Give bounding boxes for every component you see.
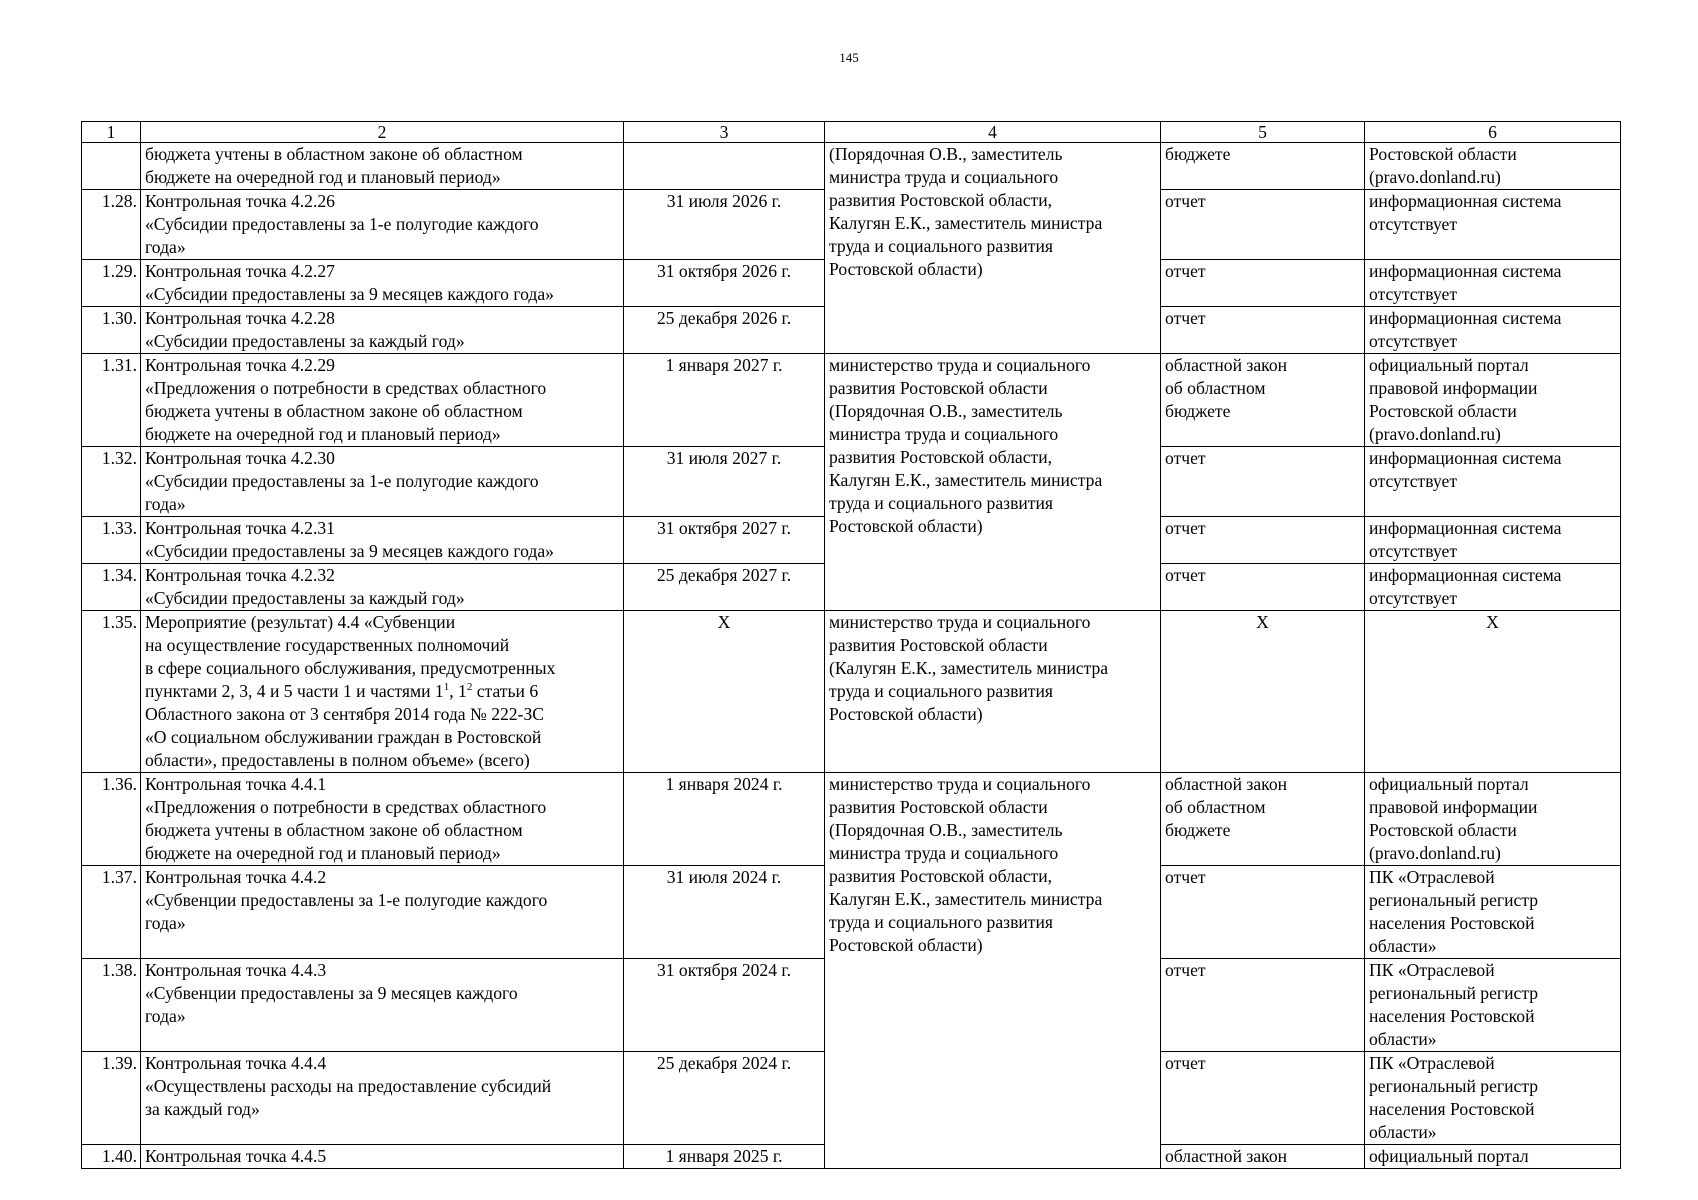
text-line: ПК «Отраслевой xyxy=(1369,960,1495,980)
deadline: 31 июля 2027 г. xyxy=(624,447,825,517)
superscript: 1 xyxy=(443,681,450,694)
text-line: об областном xyxy=(1165,797,1266,817)
text-line: Контрольная точка 4.4.3 xyxy=(145,960,327,980)
text-line: отсутствует xyxy=(1369,588,1458,608)
information-system xyxy=(1365,447,1621,517)
row-number: 1.39. xyxy=(82,1052,141,1145)
text-line: Калугян Е.К., заместитель министра xyxy=(829,213,1103,233)
text-line: года» xyxy=(145,494,186,514)
text-line: Контрольная точка 4.2.31 xyxy=(145,518,335,538)
document-type xyxy=(1161,959,1365,1052)
text-line: Калугян Е.К., заместитель министра xyxy=(829,470,1103,490)
text-line: (pravo.donland.ru) xyxy=(1369,843,1501,863)
column-number: 4 xyxy=(825,122,1161,143)
event-name xyxy=(141,1052,624,1145)
table-body xyxy=(82,122,1621,1169)
responsible xyxy=(825,354,1161,611)
text-line: «Предложения о потребности в средствах областного xyxy=(145,378,547,398)
text-line: официальный портал xyxy=(1369,355,1529,375)
row-number: 1.37. xyxy=(82,866,141,959)
text-line: официальный портал xyxy=(1369,774,1529,794)
information-system xyxy=(1365,517,1621,564)
information-system xyxy=(1365,959,1621,1052)
document-type xyxy=(1161,143,1365,190)
text-fragment: пунктами 2, 3, 4 и 5 части 1 и частями 1 xyxy=(145,681,444,701)
text-line: области» xyxy=(1369,1122,1437,1142)
text-line: Контрольная точка 4.2.30 xyxy=(145,448,335,468)
text-line: отчет xyxy=(1165,565,1206,585)
text-line: «Субсидии предоставлены за каждый год» xyxy=(145,588,465,608)
superscript: 2 xyxy=(466,681,473,694)
text-line: (pravo.donland.ru) xyxy=(1369,167,1501,187)
information-system xyxy=(1365,190,1621,260)
text-line: бюджета учтены в областном законе об областном xyxy=(145,401,523,421)
deadline: X xyxy=(624,611,825,773)
responsible xyxy=(825,143,1161,354)
text-line: области» xyxy=(1369,936,1437,956)
row-number: 1.35. xyxy=(82,611,141,773)
text-line: бюджете на очередной год и плановый период» xyxy=(145,424,501,444)
text-line: «Предложения о потребности в средствах областного xyxy=(145,797,547,817)
text-line: министерство труда и социального xyxy=(829,774,1091,794)
deadline: 31 октября 2024 г. xyxy=(624,959,825,1052)
text-line: отсутствует xyxy=(1369,214,1458,234)
responsible xyxy=(825,773,1161,1169)
event-name xyxy=(141,959,624,1052)
text-line: (Порядочная О.В., заместитель xyxy=(829,401,1063,421)
text-line: года» xyxy=(145,1006,186,1026)
event-name xyxy=(141,564,624,611)
text-line: министра труда и социального xyxy=(829,843,1059,863)
document-type xyxy=(1161,564,1365,611)
text-line: отсутствует xyxy=(1369,541,1458,561)
text-line: информационная система xyxy=(1369,308,1562,328)
deadline: 1 января 2027 г. xyxy=(624,354,825,447)
text-fragment: , 1 xyxy=(449,681,467,701)
event-name xyxy=(141,866,624,959)
document-type xyxy=(1161,354,1365,447)
column-number: 3 xyxy=(624,122,825,143)
text-line: правовой информации xyxy=(1369,378,1538,398)
text-line: года» xyxy=(145,237,186,257)
row-number: 1.32. xyxy=(82,447,141,517)
document-type xyxy=(1161,447,1365,517)
deadline: 25 декабря 2026 г. xyxy=(624,307,825,354)
text-line: региональный регистр xyxy=(1369,890,1539,910)
text-line: X xyxy=(1486,612,1499,632)
text-line: Ростовской области) xyxy=(829,516,983,536)
row-number xyxy=(82,143,141,190)
deadline: 25 декабря 2024 г. xyxy=(624,1052,825,1145)
event-name xyxy=(141,260,624,307)
text-line: развития Ростовской области xyxy=(829,378,1048,398)
event-name xyxy=(141,190,624,260)
text-line: региональный регистр xyxy=(1369,1076,1539,1096)
text-line: «Субвенции предоставлены за 9 месяцев каждого xyxy=(145,983,518,1003)
event-name xyxy=(141,773,624,866)
text-line: (Порядочная О.В., заместитель xyxy=(829,144,1063,164)
text-line: «Осуществлены расходы на предоставление субсидий xyxy=(145,1076,552,1096)
column-number: 1 xyxy=(82,122,141,143)
document-type xyxy=(1161,866,1365,959)
text-line: области», предоставлены в полном объеме» (всего) xyxy=(145,750,530,770)
row-number: 1.29. xyxy=(82,260,141,307)
information-system xyxy=(1365,1145,1621,1169)
text-line: «Субсидии предоставлены за 1-е полугодие каждого xyxy=(145,471,539,491)
column-number: 6 xyxy=(1365,122,1621,143)
text-line: труда и социального развития xyxy=(829,493,1053,513)
text-line: Контрольная точка 4.2.29 xyxy=(145,355,335,375)
text-line: министра труда и социального xyxy=(829,424,1059,444)
deadline: 31 июля 2026 г. xyxy=(624,190,825,260)
text-line: года» xyxy=(145,913,186,933)
text-line: отчет xyxy=(1165,867,1206,887)
row-number: 1.28. xyxy=(82,190,141,260)
information-system xyxy=(1365,260,1621,307)
text-line: отчет xyxy=(1165,518,1206,538)
text-line: информационная система xyxy=(1369,448,1562,468)
event-name xyxy=(141,517,624,564)
text-line: Ростовской области) xyxy=(829,259,983,279)
document-type xyxy=(1161,307,1365,354)
text-line: населения Ростовской xyxy=(1369,1006,1535,1026)
text-line: министра труда и социального xyxy=(829,167,1059,187)
row-number: 1.31. xyxy=(82,354,141,447)
text-line: областной закон xyxy=(1165,774,1288,794)
text-line: в сфере социального обслуживания, предусмотренных xyxy=(145,658,556,678)
information-system xyxy=(1365,773,1621,866)
information-system xyxy=(1365,143,1621,190)
text-line: Контрольная точка 4.2.27 xyxy=(145,261,335,281)
event-name xyxy=(141,354,624,447)
document-type xyxy=(1161,611,1365,773)
deadline: 1 января 2025 г. xyxy=(624,1145,825,1169)
text-line: (Калугян Е.К., заместитель министра xyxy=(829,658,1109,678)
text-line: Мероприятие (результат) 4.4 «Субвенции xyxy=(145,612,456,632)
row-number: 1.36. xyxy=(82,773,141,866)
text-line: развития Ростовской области, xyxy=(829,866,1053,886)
text-line: Ростовской области xyxy=(1369,144,1517,164)
text-line: об областном xyxy=(1165,378,1266,398)
text-line: министерство труда и социального xyxy=(829,612,1091,632)
text-line xyxy=(145,680,619,703)
text-line: «О социальном обслуживании граждан в Ростовской xyxy=(145,727,542,747)
row-number: 1.38. xyxy=(82,959,141,1052)
deadline: 1 января 2024 г. xyxy=(624,773,825,866)
column-number: 2 xyxy=(141,122,624,143)
event-name xyxy=(141,307,624,354)
text-line: (Порядочная О.В., заместитель xyxy=(829,820,1063,840)
deadline: 31 октября 2026 г. xyxy=(624,260,825,307)
text-line: Ростовской области) xyxy=(829,935,983,955)
row-number: 1.40. xyxy=(82,1145,141,1169)
document-type xyxy=(1161,1145,1365,1169)
information-system xyxy=(1365,1052,1621,1145)
row-number: 1.33. xyxy=(82,517,141,564)
text-line: официальный портал xyxy=(1369,1146,1529,1166)
text-line: «Субвенции предоставлены за 1-е полугодие каждого xyxy=(145,890,548,910)
document-type xyxy=(1161,517,1365,564)
text-line: населения Ростовской xyxy=(1369,913,1535,933)
text-line: развития Ростовской области xyxy=(829,635,1048,655)
text-line: отчет xyxy=(1165,448,1206,468)
row-number: 1.34. xyxy=(82,564,141,611)
text-line: труда и социального развития xyxy=(829,681,1053,701)
text-line: бюджете на очередной год и плановый период» xyxy=(145,167,501,187)
column-number-row xyxy=(82,122,1621,143)
text-line: развития Ростовской области xyxy=(829,797,1048,817)
text-line: бюджета учтены в областном законе об областном xyxy=(145,144,523,164)
text-line: бюджете xyxy=(1165,144,1231,164)
deadline: 31 июля 2024 г. xyxy=(624,866,825,959)
text-line: «Субсидии предоставлены за 1-е полугодие каждого xyxy=(145,214,539,234)
text-line: ПК «Отраслевой xyxy=(1369,867,1495,887)
information-system xyxy=(1365,307,1621,354)
text-line: развития Ростовской области, xyxy=(829,190,1053,210)
text-line: ПК «Отраслевой xyxy=(1369,1053,1495,1073)
text-line: бюджете xyxy=(1165,401,1231,421)
text-line: информационная система xyxy=(1369,565,1562,585)
text-line: Областного закона от 3 сентября 2014 года № 222-ЗС xyxy=(145,704,545,724)
deadline: 25 декабря 2027 г. xyxy=(624,564,825,611)
row-number: 1.30. xyxy=(82,307,141,354)
text-line: отчет xyxy=(1165,960,1206,980)
text-line: областной закон xyxy=(1165,1146,1288,1166)
text-line: X xyxy=(1256,612,1269,632)
text-line: Ростовской области xyxy=(1369,820,1517,840)
text-line: Контрольная точка 4.4.1 xyxy=(145,774,327,794)
text-line: труда и социального развития xyxy=(829,912,1053,932)
responsible xyxy=(825,611,1161,773)
text-line: на осуществление государственных полномочий xyxy=(145,635,510,655)
text-line: Контрольная точка 4.2.28 xyxy=(145,308,335,328)
text-line: отчет xyxy=(1165,1053,1206,1073)
text-line: населения Ростовской xyxy=(1369,1099,1535,1119)
text-line: бюджете на очередной год и плановый период» xyxy=(145,843,501,863)
text-line: «Субсидии предоставлены за 9 месяцев каждого года» xyxy=(145,541,554,561)
text-line: информационная система xyxy=(1369,518,1562,538)
text-line: «Субсидии предоставлены за 9 месяцев каждого года» xyxy=(145,284,554,304)
page-number: 145 xyxy=(839,50,859,65)
text-fragment: статьи 6 xyxy=(472,681,539,701)
table-row xyxy=(82,611,1621,773)
text-line: отчет xyxy=(1165,191,1206,211)
information-system xyxy=(1365,354,1621,447)
text-line: информационная система xyxy=(1369,191,1562,211)
text-line: Контрольная точка 4.4.4 xyxy=(145,1053,327,1073)
information-system xyxy=(1365,564,1621,611)
text-line: правовой информации xyxy=(1369,797,1538,817)
deadline xyxy=(624,143,825,190)
event-name xyxy=(141,447,624,517)
document-type xyxy=(1161,773,1365,866)
document-type xyxy=(1161,190,1365,260)
deadline: 31 октября 2027 г. xyxy=(624,517,825,564)
information-system xyxy=(1365,866,1621,959)
text-line: министерство труда и социального xyxy=(829,355,1091,375)
event-name xyxy=(141,611,624,773)
text-line: отсутствует xyxy=(1369,284,1458,304)
text-line: отсутствует xyxy=(1369,471,1458,491)
document-type xyxy=(1161,1052,1365,1145)
text-line: Контрольная точка 4.4.5 xyxy=(145,1146,327,1166)
table-row xyxy=(82,354,1621,447)
text-line: области» xyxy=(1369,1029,1437,1049)
text-line: Ростовской области xyxy=(1369,401,1517,421)
text-line: Контрольная точка 4.2.26 xyxy=(145,191,335,211)
text-line: бюджете xyxy=(1165,820,1231,840)
text-line: отчет xyxy=(1165,261,1206,281)
text-line: отчет xyxy=(1165,308,1206,328)
text-line: Контрольная точка 4.4.2 xyxy=(145,867,327,887)
text-line: труда и социального развития xyxy=(829,236,1053,256)
table-row xyxy=(82,773,1621,866)
event-name xyxy=(141,1145,624,1169)
event-name xyxy=(141,143,624,190)
text-line: отсутствует xyxy=(1369,331,1458,351)
plan-table xyxy=(81,121,1621,1169)
text-line: информационная система xyxy=(1369,261,1562,281)
document-type xyxy=(1161,260,1365,307)
text-line: за каждый год» xyxy=(145,1099,260,1119)
text-line: бюджета учтены в областном законе об областном xyxy=(145,820,523,840)
text-line: региональный регистр xyxy=(1369,983,1539,1003)
table-row xyxy=(82,143,1621,190)
text-line: «Субсидии предоставлены за каждый год» xyxy=(145,331,465,351)
text-line: Ростовской области) xyxy=(829,704,983,724)
information-system xyxy=(1365,611,1621,773)
text-line: (pravo.donland.ru) xyxy=(1369,424,1501,444)
column-number: 5 xyxy=(1161,122,1365,143)
text-line: Контрольная точка 4.2.32 xyxy=(145,565,335,585)
text-line: областной закон xyxy=(1165,355,1288,375)
text-line: Калугян Е.К., заместитель министра xyxy=(829,889,1103,909)
text-line: развития Ростовской области, xyxy=(829,447,1053,467)
